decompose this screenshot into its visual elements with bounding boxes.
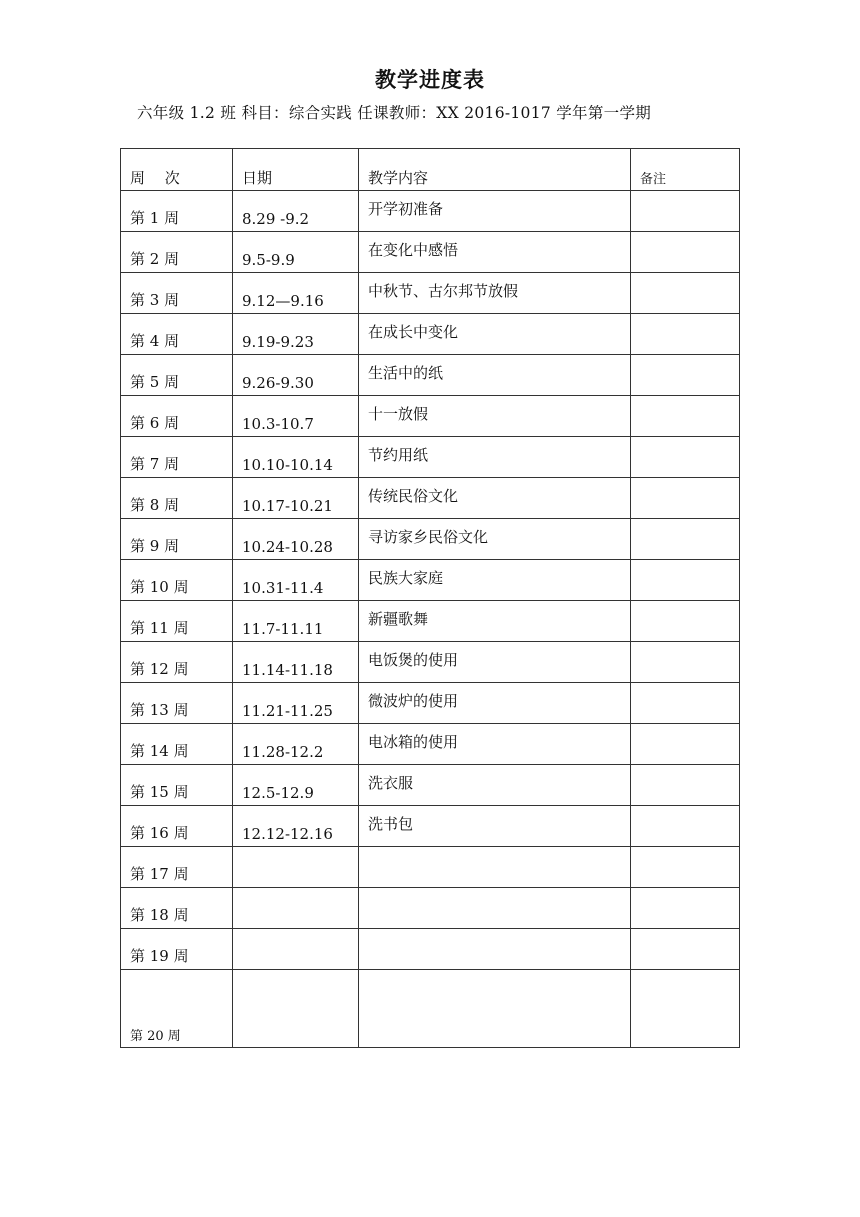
date-cell: 12.12-12.16 (233, 806, 359, 847)
remark-cell (631, 765, 740, 806)
week-cell: 第 9 周 (121, 519, 233, 560)
date-cell: 9.5-9.9 (233, 232, 359, 273)
content-cell: 洗衣服 (359, 765, 631, 806)
remark-cell (631, 929, 740, 970)
table-row (121, 437, 740, 478)
content-cell: 在变化中感悟 (359, 232, 631, 273)
week-cell: 第 19 周 (121, 929, 233, 970)
week-cell: 第 15 周 (121, 765, 233, 806)
content-cell: 洗书包 (359, 806, 631, 847)
remark-cell (631, 683, 740, 724)
table-row (121, 232, 740, 273)
remark-cell (631, 478, 740, 519)
schedule-table (120, 148, 740, 1048)
content-cell (359, 847, 631, 888)
remark-cell (631, 847, 740, 888)
date-cell: 10.31-11.4 (233, 560, 359, 601)
date-cell: 10.10-10.14 (233, 437, 359, 478)
date-cell: 11.28-12.2 (233, 724, 359, 765)
date-cell: 9.19-9.23 (233, 314, 359, 355)
date-cell (233, 888, 359, 929)
table-row (121, 191, 740, 232)
week-cell: 第 7 周 (121, 437, 233, 478)
content-cell (359, 888, 631, 929)
date-cell: 10.3-10.7 (233, 396, 359, 437)
week-cell: 第 4 周 (121, 314, 233, 355)
content-cell: 在成长中变化 (359, 314, 631, 355)
date-cell: 11.14-11.18 (233, 642, 359, 683)
date-cell: 9.12—9.16 (233, 273, 359, 314)
document-subtitle (120, 101, 710, 126)
week-cell: 第 8 周 (121, 478, 233, 519)
content-cell: 电冰箱的使用 (359, 724, 631, 765)
remark-cell (631, 191, 740, 232)
teacher-label: 任课教师：XX (357, 104, 459, 122)
content-cell: 中秋节、古尔邦节放假 (359, 273, 631, 314)
remark-cell (631, 437, 740, 478)
table-row (121, 847, 740, 888)
remark-cell (631, 519, 740, 560)
table-row (121, 396, 740, 437)
table-row (121, 273, 740, 314)
remark-cell (631, 232, 740, 273)
date-cell: 12.5-12.9 (233, 765, 359, 806)
remark-cell (631, 806, 740, 847)
header-date: 日期 (233, 149, 359, 191)
week-cell: 第 13 周 (121, 683, 233, 724)
header-week: 周 次 (121, 149, 233, 191)
content-cell: 生活中的纸 (359, 355, 631, 396)
remark-cell (631, 355, 740, 396)
week-cell: 第 5 周 (121, 355, 233, 396)
week-cell: 第 1 周 (121, 191, 233, 232)
table-row (121, 970, 740, 1048)
header-remark: 备注 (631, 149, 740, 191)
table-row (121, 519, 740, 560)
content-cell: 微波炉的使用 (359, 683, 631, 724)
table-row (121, 888, 740, 929)
date-cell: 11.21-11.25 (233, 683, 359, 724)
table-header-row (121, 149, 740, 191)
remark-cell (631, 642, 740, 683)
date-cell: 11.7-11.11 (233, 601, 359, 642)
week-cell: 第 10 周 (121, 560, 233, 601)
subject-label: 科目：综合实践 (241, 104, 353, 122)
date-cell (233, 847, 359, 888)
table-row (121, 765, 740, 806)
remark-cell (631, 601, 740, 642)
week-cell: 第 14 周 (121, 724, 233, 765)
table-row (121, 314, 740, 355)
table-row (121, 929, 740, 970)
content-cell (359, 929, 631, 970)
page-title: 教学进度表 (375, 68, 485, 92)
content-cell: 寻访家乡民俗文化 (359, 519, 631, 560)
table-row (121, 355, 740, 396)
date-cell: 8.29 -9.2 (233, 191, 359, 232)
table-row (121, 560, 740, 601)
header-content: 教学内容 (359, 149, 631, 191)
content-cell: 电饭煲的使用 (359, 642, 631, 683)
week-cell: 第 3 周 (121, 273, 233, 314)
table-row (121, 478, 740, 519)
content-cell: 民族大家庭 (359, 560, 631, 601)
table-row (121, 601, 740, 642)
week-cell: 第 20 周 (121, 970, 233, 1048)
remark-cell (631, 724, 740, 765)
date-cell (233, 929, 359, 970)
remark-cell (631, 560, 740, 601)
date-cell: 10.17-10.21 (233, 478, 359, 519)
content-cell (359, 970, 631, 1048)
content-cell: 开学初准备 (359, 191, 631, 232)
remark-cell (631, 970, 740, 1048)
remark-cell (631, 314, 740, 355)
remark-cell (631, 396, 740, 437)
week-cell: 第 18 周 (121, 888, 233, 929)
term-label: 2016-1017 学年第一学期 (464, 104, 652, 122)
week-cell: 第 6 周 (121, 396, 233, 437)
content-cell: 十一放假 (359, 396, 631, 437)
table-row (121, 683, 740, 724)
class-label: 六年级 1.2 班 (137, 104, 237, 122)
week-cell: 第 12 周 (121, 642, 233, 683)
date-cell (233, 970, 359, 1048)
content-cell: 传统民俗文化 (359, 478, 631, 519)
remark-cell (631, 273, 740, 314)
week-cell: 第 2 周 (121, 232, 233, 273)
week-cell: 第 17 周 (121, 847, 233, 888)
table-row (121, 806, 740, 847)
content-cell: 新疆歌舞 (359, 601, 631, 642)
remark-cell (631, 888, 740, 929)
table-row (121, 642, 740, 683)
date-cell: 9.26-9.30 (233, 355, 359, 396)
content-cell: 节约用纸 (359, 437, 631, 478)
date-cell: 10.24-10.28 (233, 519, 359, 560)
week-cell: 第 11 周 (121, 601, 233, 642)
week-cell: 第 16 周 (121, 806, 233, 847)
table-row (121, 724, 740, 765)
